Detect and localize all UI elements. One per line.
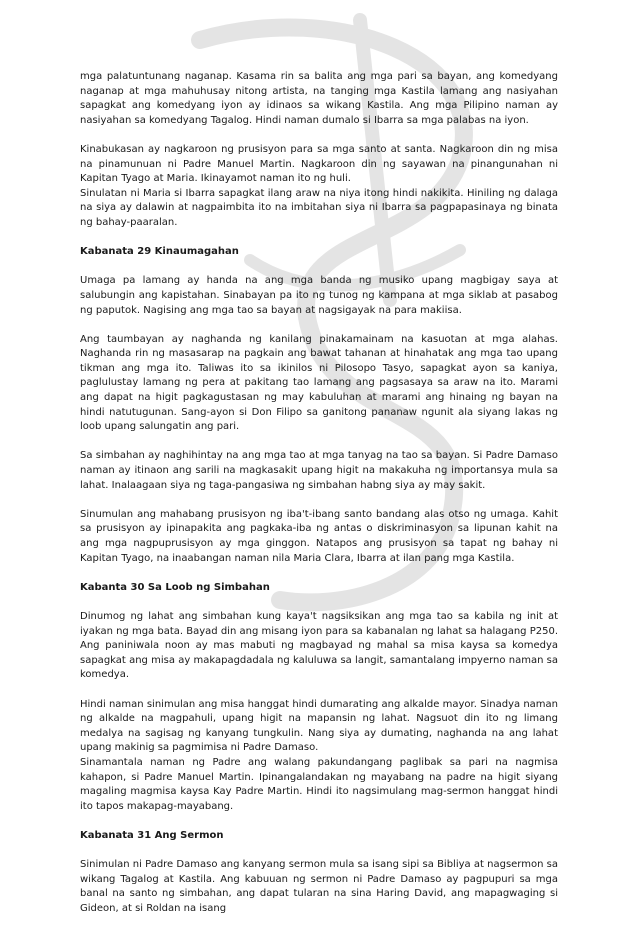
paragraph-29-1: Umaga pa lamang ay handa na ang mga banda ng musiko upang magbigay saya at salubungin ang kapistahan. Sinabayan pa ito ng tunog ng kampana at mga siklab at pasabog ng paputok. Nagising ang mga tao sa bayan at nagsigayak na para makiisa.	[80, 275, 558, 316]
heading-kabanata-30: Kabanta 30 Sa Loob ng Simbahan	[80, 581, 270, 593]
paragraph-29-4: Sinumulan ang mahabang prusisyon ng iba't-ibang santo bandang alas otso ng umaga. Kahit sa prusisyon ay ipinapakita ang pagkaka-iba ng antas o diskriminasyon sa lipunan kahit na ang mga nagpuprusisyon ay mga ginggon. Natapos ang prusisyon sa tapat ng bahay ni Kapitan Tyago, na inaabangan naman nila Maria Clara, Ibarra at ilan pang mga Kastila.	[80, 508, 558, 564]
paragraph-sinulatan: Sinulatan ni Maria si Ibarra sapagkat ilang araw na niya itong hindi nakikita. Hiniling ng dalaga na siya ay dalawin at nagpaimbita ito na imbitahan siya ni Ibarra sa pagpapasinaya ng binata ng bahay-paaralan.	[80, 187, 558, 228]
document-page	[80, 70, 558, 931]
paragraph-kinabukasan: Kinabukasan ay nagkaroon ng prusisyon para sa mga santo at santa. Nagkaroon din ng misa na pinamunuan ni Padre Manuel Martin. Nagkaroon din ng sayawan na pinangunahan ni Kapitan Tyago at Maria. Ikinayamot naman ito ng huli.	[80, 143, 558, 185]
paragraph-30-2: Hindi naman sinimulan ang misa hanggat hindi dumarating ang alkalde mayor. Sinadya naman ng alkalde na magpahuli, upang higit na mapansin ng lahat. Nagsuot din ito ng limang medalya na sagisag ng kanyang tungkulin. Nang siya ay dumating, naghanda na ang lahat upang makinig sa pagmimisa ni Padre Damaso.	[80, 698, 558, 754]
paragraph-29-3: Sa simbahan ay naghihintay na ang mga tao at mga tanyag na tao sa bayan. Si Padre Damaso naman ay itinaon ang sarili na magkasakit upang higit na makakuha ng importansya mula sa lahat. Inalaagaan siya ng taga-pangasiwa ng simbahan habng siya ay may sakit.	[80, 450, 558, 491]
paragraph-30-3: Sinamantala naman ng Padre ang walang pakundangang paglibak sa pari na nagmisa kahapon, si Padre Manuel Martin. Ipinangalandakan ng mayabang na padre na higit siyang magaling magmisa kaysa Kay Padre Martin. Hindi ito nagsimulang mag-sermon hanggat hindi ito tapos makapag-mayabang.	[80, 756, 558, 812]
heading-kabanata-31: Kabanata 31 Ang Sermon	[80, 829, 224, 841]
paragraph-intro: mga palatuntunang naganap. Kasama rin sa balita ang mga pari sa bayan, ang komedyang naganap at mga mahuhusay nitong artista, na tanging mga Kastila lamang ang nasiyahan sapagkat ang komedyang iyon ay idinaos sa wikang Kastila. Ang mga Pilipino naman ay nasiyahan sa komedyang Tagalog. Hindi naman dumalo si Ibarra sa mga palabas na iyon.	[80, 71, 558, 126]
paragraph-29-2: Ang taumbayan ay naghanda ng kanilang pinakamainam na kasuotan at mga alahas. Naghanda rin ng masasarap na pagkain ang bawat tahanan at hinahatak ang mga tao upang tikman ang mga ito. Taliwas ito sa ikinilos ni Pilosopo Tasyo, sapagkat ayon sa kaniya, paglulustay lamang ng pera at pakitang tao lamang ang pagsasaya sa araw na ito. Marami ang dapat na higit pagkagustasan ng may kabuluhan at marami ang hinaing ng bayan na hindi natutugunan. Sang-ayon si Don Filipo sa ganitong pananaw ngunit ala siyang lakas ng loob upang salungatin ang pari.	[80, 333, 558, 433]
heading-kabanata-29: Kabanata 29 Kinaumagahan	[80, 246, 239, 258]
paragraph-30-1: Dinumog ng lahat ang simbahan kung kaya't nagsiksikan ang mga tao sa kabila ng init at iyakan ng mga bata. Bayad din ang misang iyon para sa kabanalan ng lahat sa halagang P250. Ang paniniwala noon ay mas mabuti ng magbayad ng mahal sa misa kaysa sa komedya sapagkat ang misa ay makapagdadala ng kaluluwa sa langit, samantalang impyerno naman sa komedya.	[80, 610, 558, 681]
paragraph-31-1: Sinimulan ni Padre Damaso ang kanyang sermon mula sa isang sipi sa Bibliya at nagsermon sa wikang Tagalog at Kastila. Ang kabuuan ng sermon ni Padre Damaso ay pagpupuri sa mga banal na santo ng simbahan, ang dapat tularan na sina Haring David, ang mapagwaging si Gideon, at si Roldan na isang	[80, 859, 558, 914]
